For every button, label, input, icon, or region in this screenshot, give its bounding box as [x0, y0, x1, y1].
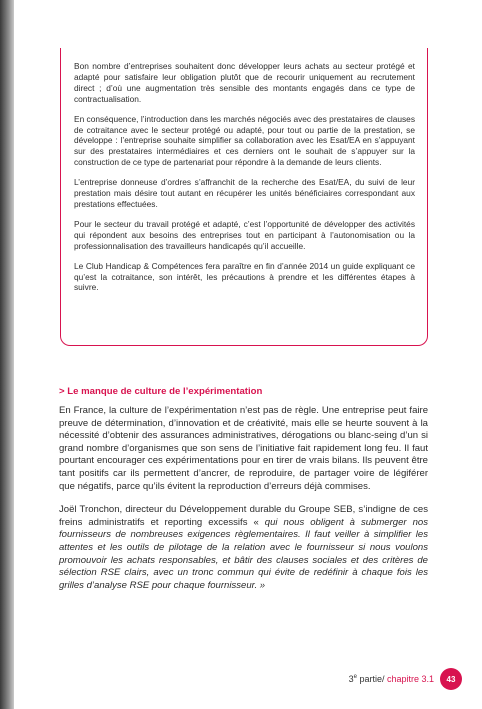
quote-text: qui nous obligent à submerger nos fournisseurs de nombreuses exigences règlementaires. Il faut veiller à simplifier les attentes et les outils de pilotage de la relation avec le fournisseur si nous voulons promouvoir les achats responsables, et bâtir des clauses sociales et des critères de sélection RSE clairs, avec un tronc commun qui évite de redéfinir à chaque fois les grilles d’analyse RSE pour chaque fournisseur. »: [59, 516, 428, 591]
body-paragraph: En France, la culture de l’expérimentation n’est pas de règle. Une entreprise peut faire preuve de détermination, d’innovation et de créativité, mais elle se heurte souvent à la nécessité d’obtenir des assurances administratives, dérogations ou blanc-seing d’un si grand nombre d’organismes que son sens de l’initiative fait rapidement long feu. Il faut pourtant encourager ces expérimentations pour en tirer de vrais bilans. Ils peuvent être tant positifs car ils permettent d’ancrer, de reproduire, de partager voire de légiférer que négatifs, parce qu’ils évitent la reproduction d’erreurs déjà commises.: [59, 405, 428, 492]
box-paragraph: Le Club Handicap & Compétences fera paraître en fin d’année 2014 un guide expliquant ce qu’est la cotraitance, son intérêt, les précautions à prendre et les différentes étapes à suivre.: [74, 260, 415, 293]
footer-part-sup: e: [353, 674, 357, 680]
section-body: [59, 405, 428, 603]
box-paragraph: Pour le secteur du travail protégé et adapté, c’est l’opportunité de développer des activités qui répondent aux besoins des entreprises tout en participant à l’autonomisation ou la professionnalisation des travailleurs handicapés qu’il accueille.: [74, 218, 415, 251]
footer-chapter: chapitre 3.1: [386, 674, 434, 684]
section-title: > Le manque de culture de l’expérimentation: [59, 386, 263, 397]
body-paragraph-quote: [59, 504, 428, 592]
box-paragraph: Bon nombre d’entreprises souhaitent donc développer leurs achats au secteur protégé et adapté pour satisfaire leur obligation plutôt que de recourir uniquement au recrutement direct ; d’où une augmentation très sensible des montants engagés dans ce type de contractualisation.: [74, 61, 415, 104]
footer-chapter-label: [349, 674, 434, 684]
quote-intro: Joël Tronchon, directeur du Développement durable du Groupe SEB, s’indigne de ces freins administratifs et reporting excessifs «: [59, 504, 428, 528]
footer-part-number: 3: [348, 674, 354, 684]
page-footer: [349, 668, 462, 690]
box-paragraph: En conséquence, l’introduction dans les marchés négociés avec des prestataires de clauses de cotraitance avec le secteur protégé ou adapté, pour tout ou partie de la prestation, se développe : l’entreprise souhaite simplifier sa collaboration avec les Esat/EA en s’appuyant sur des prestataires intermédiaires et ces derniers ont le souhait de s’appuyer sur la construction de ce type de partenariat pour répondre à la demande de leurs clients.: [74, 113, 415, 168]
page-edge-strip: [0, 0, 14, 709]
highlight-box: [60, 48, 428, 346]
page-number-badge: 43: [440, 668, 462, 690]
box-paragraph: L’entreprise donneuse d’ordres s’affranchit de la recherche des Esat/EA, du suivi de leur prestation mais désire tout autant en récupérer les unités bénéficiaires correspondant aux prestations effectuées.: [74, 177, 415, 209]
footer-part-label: partie/: [356, 674, 387, 684]
